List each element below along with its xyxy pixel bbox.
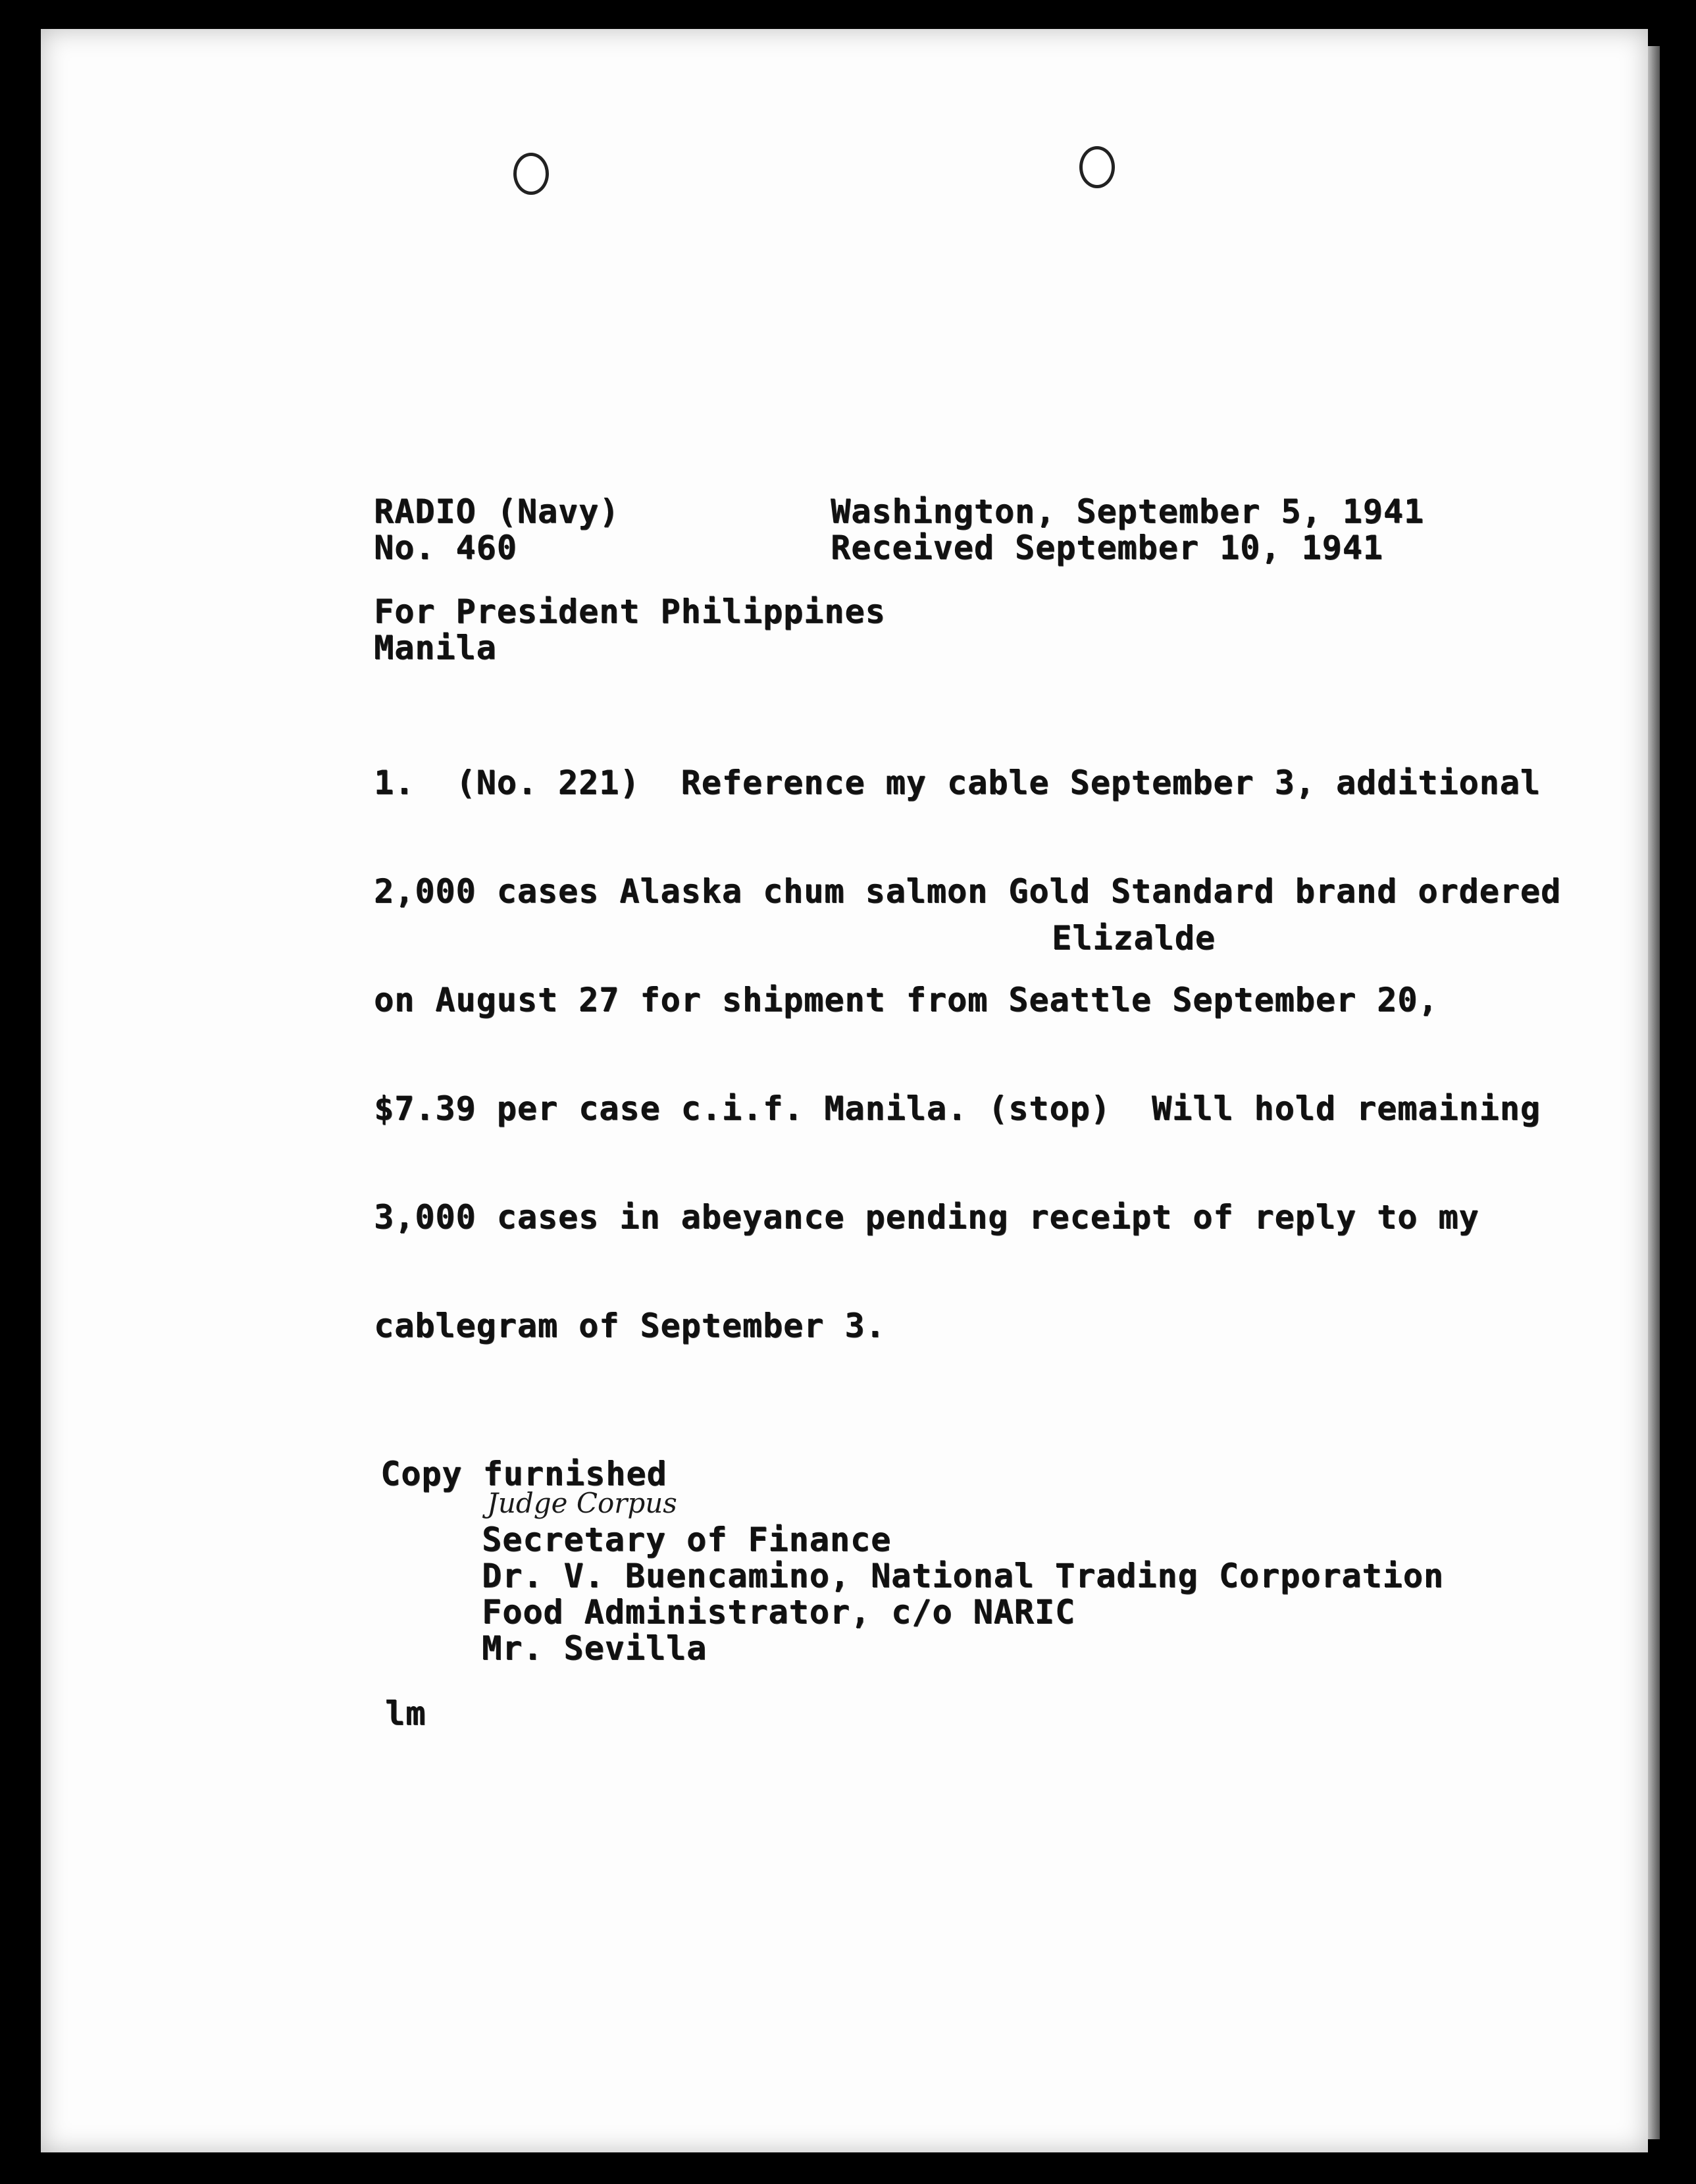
signature: Elizalde	[1052, 919, 1216, 957]
handwritten-note: Judge Corpus	[487, 1487, 677, 1519]
copy-recipient: Mr. Sevilla	[482, 1629, 707, 1667]
typist-initials: lm	[385, 1694, 426, 1732]
addressee-city: Manila	[374, 629, 497, 667]
page-edge	[1648, 46, 1660, 2139]
addressee-name: For President Philippines	[374, 592, 886, 631]
body-line: $7.39 per case c.i.f. Manila. (stop) Will hold remaining	[374, 1089, 1541, 1128]
body-line: 1. (No. 221) Reference my cable September 3, additional	[374, 764, 1541, 802]
received-date: Received September 10, 1941	[831, 529, 1383, 567]
copy-recipient: Food Administrator, c/o NARIC	[482, 1593, 1075, 1631]
punch-hole-right	[1079, 146, 1115, 188]
body-line: 3,000 cases in abeyance pending receipt of reply to my	[374, 1198, 1479, 1236]
radio-number: No. 460	[374, 529, 517, 567]
punch-hole-left	[513, 153, 549, 195]
body-line: cablegram of September 3.	[374, 1307, 886, 1345]
message-body	[374, 692, 1561, 1380]
body-line: on August 27 for shipment from Seattle September 20,	[374, 981, 1439, 1019]
copy-recipient: Dr. V. Buencamino, National Trading Corporation	[482, 1557, 1444, 1595]
body-line: 2,000 cases Alaska chum salmon Gold Standard brand ordered	[374, 872, 1561, 910]
copy-furnished-heading: Copy furnished	[380, 1455, 667, 1493]
radio-type: RADIO (Navy)	[374, 492, 620, 531]
dateline: Washington, September 5, 1941	[831, 492, 1424, 531]
copy-recipient: Secretary of Finance	[482, 1521, 892, 1559]
